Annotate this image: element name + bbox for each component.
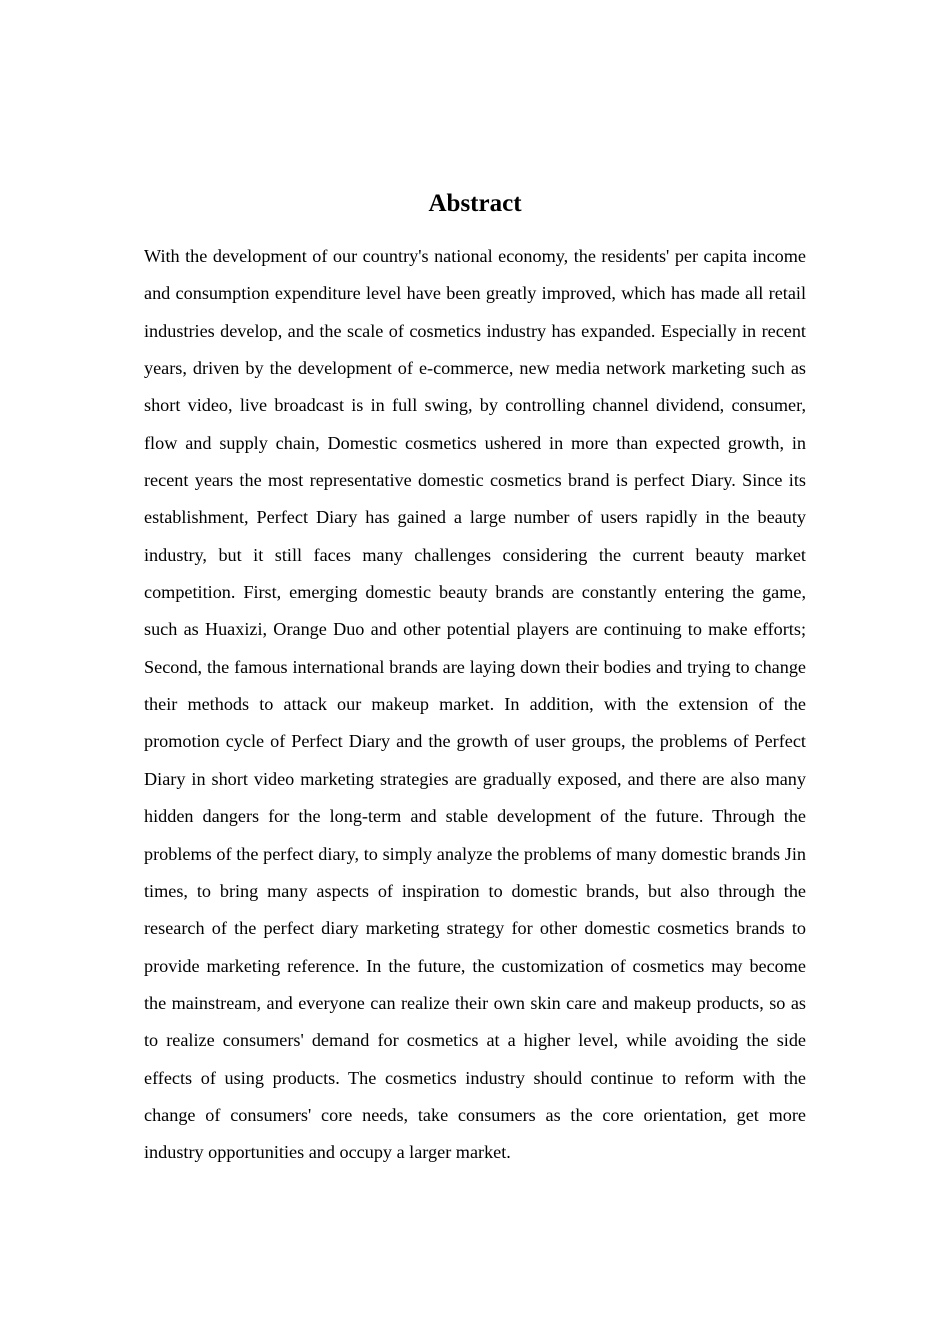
abstract-paragraph: With the development of our country's national economy, the residents' per capita income and consumption expenditure level have been greatly improved, which has made all retail industries develop, and the scale of cosmetics industry has expanded. Especially in recent years, driven by the development of e-commerce, new media network marketing such as short video, live broadcast is in full swing, by controlling channel dividend, consumer, flow and supply chain, Domestic cosmetics ushered in more than expected growth, in recent years the most representative domestic cosmetics brand is perfect Diary. Since its establishment, Perfect Diary has gained a large number of users rapidly in the beauty industry, but it still faces many challenges considering the current beauty market competition. First, emerging domestic beauty brands are constantly entering the game, such as Huaxizi, Orange Duo and other potential players are continuing to make efforts; Second, the famous international brands are laying down their bodies and trying to change their methods to attack our makeup market. In addition, with the extension of the promotion cycle of Perfect Diary and the growth of user groups, the problems of Perfect Diary in short video marketing strategies are gradually exposed, and there are also many hidden dangers for the long-term and stable development of the future. Through the problems of the perfect diary, to simply analyze the problems of many domestic brands Jin times, to bring many aspects of inspiration to domestic brands, but also through the research of the perfect diary marketing strategy for other domestic cosmetics brands to provide marketing reference. In the future, the customization of cosmetics may become the mainstream, and everyone can realize their own skin care and makeup products, so as to realize consumers' demand for cosmetics at a higher level, while avoiding the side effects of using products. The cosmetics industry should continue to reform with the change of consumers' core needs, take consumers as the core orientation, get more industry opportunities and occupy a larger market. <box>144 246 806 1163</box>
abstract-title: Abstract <box>428 190 522 217</box>
